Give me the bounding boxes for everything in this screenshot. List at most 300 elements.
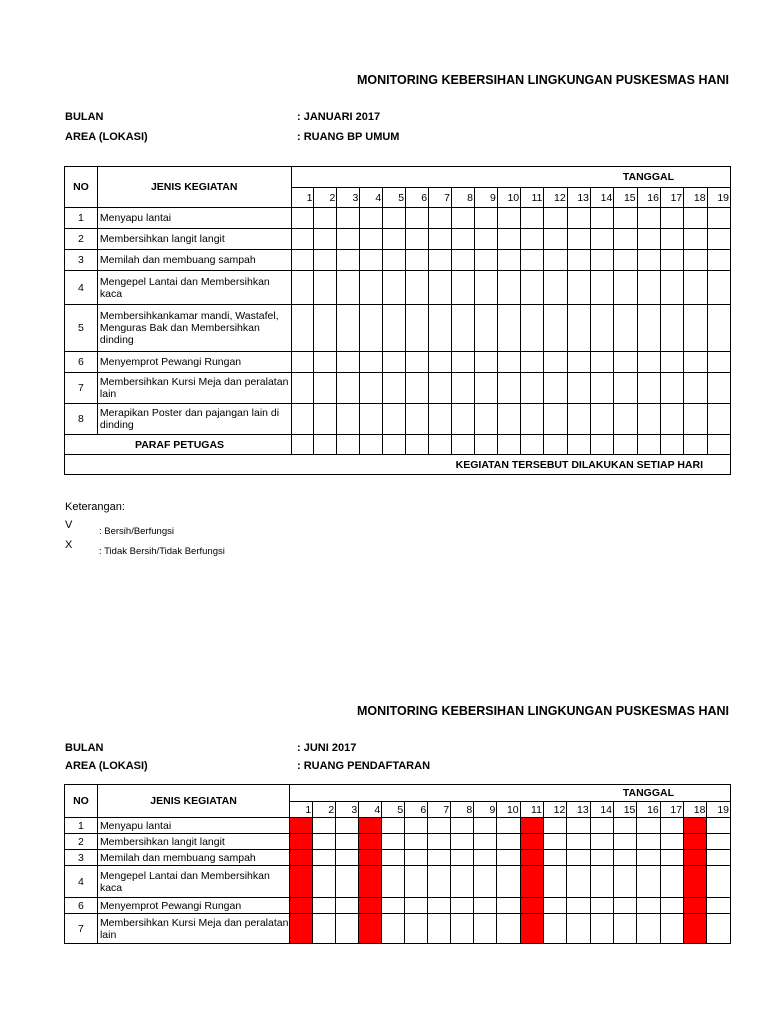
day-cell-12[interactable] xyxy=(543,898,566,914)
form-1-area-label: AREA (LOKASI) xyxy=(65,131,148,143)
day-cell-1[interactable] xyxy=(290,898,313,914)
day-cell-9[interactable] xyxy=(474,404,497,435)
day-cell-17[interactable] xyxy=(660,914,683,944)
day-cell-17[interactable] xyxy=(660,850,683,866)
day-cell-9[interactable] xyxy=(474,352,497,373)
day-cell-6[interactable] xyxy=(405,898,428,914)
day-cell-19[interactable] xyxy=(707,818,731,834)
day-cell-3[interactable] xyxy=(336,914,359,944)
day-cell-19[interactable] xyxy=(707,305,730,352)
day-cell-11[interactable] xyxy=(521,208,544,229)
day-cell-8[interactable] xyxy=(451,250,474,271)
day-cell-18[interactable] xyxy=(684,866,707,898)
day-cell-13[interactable] xyxy=(567,866,590,898)
day-cell-12[interactable] xyxy=(544,208,567,229)
day-cell-5[interactable] xyxy=(382,818,405,834)
paraf-cell-9[interactable] xyxy=(474,435,497,455)
day-cell-10[interactable] xyxy=(497,250,520,271)
day-cell-17[interactable] xyxy=(660,404,683,435)
day-cell-9[interactable] xyxy=(474,250,497,271)
day-cell-15[interactable] xyxy=(614,866,637,898)
day-cell-11[interactable] xyxy=(520,850,543,866)
day-cell-11[interactable] xyxy=(521,229,544,250)
day-cell-5[interactable] xyxy=(382,914,405,944)
day-cell-19[interactable] xyxy=(707,208,730,229)
day-cell-9[interactable] xyxy=(474,373,497,404)
day-cell-7[interactable] xyxy=(429,373,452,404)
day-cell-15[interactable] xyxy=(614,898,637,914)
day-cell-5[interactable] xyxy=(383,305,406,352)
day-cell-6[interactable] xyxy=(405,914,428,944)
day-cell-1[interactable] xyxy=(290,818,313,834)
row-number: 7 xyxy=(65,373,98,404)
day-cell-3[interactable] xyxy=(337,404,360,435)
day-cell-6[interactable] xyxy=(405,834,428,850)
day-cell-1[interactable] xyxy=(291,305,314,352)
paraf-cell-16[interactable] xyxy=(637,435,660,455)
row-number: 8 xyxy=(65,404,98,435)
day-cell-5[interactable] xyxy=(382,850,405,866)
day-cell-15[interactable] xyxy=(614,305,637,352)
day-cell-13[interactable] xyxy=(567,352,590,373)
day-cell-8[interactable] xyxy=(451,305,474,352)
day-cell-12[interactable] xyxy=(543,850,566,866)
day-cell-16[interactable] xyxy=(637,898,660,914)
day-cell-11[interactable] xyxy=(520,818,543,834)
day-cell-4[interactable] xyxy=(359,850,382,866)
day-cell-4[interactable] xyxy=(360,250,383,271)
day-cell-4[interactable] xyxy=(359,818,382,834)
day-cell-9[interactable] xyxy=(474,850,497,866)
day-cell-11[interactable] xyxy=(521,250,544,271)
day-cell-16[interactable] xyxy=(637,373,660,404)
day-cell-1[interactable] xyxy=(291,352,314,373)
row-number: 4 xyxy=(65,271,98,305)
day-cell-3[interactable] xyxy=(337,250,360,271)
day-cell-14[interactable] xyxy=(590,818,613,834)
day-cell-8[interactable] xyxy=(451,352,474,373)
form-2-bulan-label: BULAN xyxy=(65,742,104,754)
day-cell-7[interactable] xyxy=(429,229,452,250)
day-cell-9[interactable] xyxy=(474,305,497,352)
paraf-cell-2[interactable] xyxy=(314,435,337,455)
day-cell-1[interactable] xyxy=(290,850,313,866)
day-cell-12[interactable] xyxy=(544,271,567,305)
day-cell-6[interactable] xyxy=(406,250,429,271)
day-cell-5[interactable] xyxy=(382,898,405,914)
day-cell-3[interactable] xyxy=(336,898,359,914)
day-cell-4[interactable] xyxy=(359,898,382,914)
day-cell-2[interactable] xyxy=(313,834,336,850)
day-cell-17[interactable] xyxy=(660,208,683,229)
day-cell-12[interactable] xyxy=(543,914,566,944)
day-cell-17[interactable] xyxy=(660,305,683,352)
day-cell-8[interactable] xyxy=(451,373,474,404)
day-cell-14[interactable] xyxy=(590,866,613,898)
paraf-cell-8[interactable] xyxy=(451,435,474,455)
paraf-cell-19[interactable] xyxy=(707,435,730,455)
day-cell-14[interactable] xyxy=(591,352,614,373)
day-cell-18[interactable] xyxy=(684,850,707,866)
day-cell-10[interactable] xyxy=(497,271,520,305)
day-cell-3[interactable] xyxy=(336,866,359,898)
day-cell-11[interactable] xyxy=(521,352,544,373)
day-cell-1[interactable] xyxy=(290,866,313,898)
day-cell-12[interactable] xyxy=(544,250,567,271)
day-cell-9[interactable] xyxy=(474,898,497,914)
day-cell-12[interactable] xyxy=(544,373,567,404)
day-cell-19[interactable] xyxy=(707,898,731,914)
day-cell-14[interactable] xyxy=(591,229,614,250)
day-cell-7[interactable] xyxy=(428,866,451,898)
day-cell-7[interactable] xyxy=(428,914,451,944)
day-cell-14[interactable] xyxy=(591,250,614,271)
day-cell-12[interactable] xyxy=(544,229,567,250)
day-cell-18[interactable] xyxy=(684,834,707,850)
day-cell-14[interactable] xyxy=(590,834,613,850)
day-cell-6[interactable] xyxy=(405,850,428,866)
day-cell-13[interactable] xyxy=(567,834,590,850)
paraf-cell-14[interactable] xyxy=(591,435,614,455)
paraf-cell-1[interactable] xyxy=(291,435,314,455)
form-2-table xyxy=(64,784,731,944)
day-cell-1[interactable] xyxy=(290,834,313,850)
day-cell-18[interactable] xyxy=(684,208,707,229)
day-cell-6[interactable] xyxy=(406,229,429,250)
day-cell-8[interactable] xyxy=(451,229,474,250)
day-cell-17[interactable] xyxy=(660,834,683,850)
day-cell-17[interactable] xyxy=(660,229,683,250)
day-cell-18[interactable] xyxy=(684,818,707,834)
day-cell-7[interactable] xyxy=(429,352,452,373)
day-cell-8[interactable] xyxy=(451,866,474,898)
day-cell-1[interactable] xyxy=(291,250,314,271)
paraf-cell-3[interactable] xyxy=(337,435,360,455)
day-cell-3[interactable] xyxy=(337,229,360,250)
day-cell-9[interactable] xyxy=(474,208,497,229)
day-cell-16[interactable] xyxy=(637,914,660,944)
day-cell-13[interactable] xyxy=(567,305,590,352)
day-cell-13[interactable] xyxy=(567,271,590,305)
day-cell-6[interactable] xyxy=(406,373,429,404)
day-cell-19[interactable] xyxy=(707,850,731,866)
day-cell-10[interactable] xyxy=(497,208,520,229)
paraf-cell-10[interactable] xyxy=(497,435,520,455)
day-cell-2[interactable] xyxy=(314,305,337,352)
day-cell-17[interactable] xyxy=(660,866,683,898)
day-cell-3[interactable] xyxy=(337,305,360,352)
day-cell-13[interactable] xyxy=(567,208,590,229)
paraf-cell-18[interactable] xyxy=(684,435,707,455)
day-cell-16[interactable] xyxy=(637,866,660,898)
day-cell-8[interactable] xyxy=(451,271,474,305)
day-cell-5[interactable] xyxy=(383,250,406,271)
day-cell-7[interactable] xyxy=(429,305,452,352)
day-cell-16[interactable] xyxy=(637,250,660,271)
day-cell-18[interactable] xyxy=(684,229,707,250)
day-cell-7[interactable] xyxy=(429,250,452,271)
day-cell-6[interactable] xyxy=(405,866,428,898)
day-cell-5[interactable] xyxy=(382,866,405,898)
day-cell-3[interactable] xyxy=(337,271,360,305)
day-cell-13[interactable] xyxy=(567,404,590,435)
day-cell-13[interactable] xyxy=(567,373,590,404)
day-cell-14[interactable] xyxy=(591,208,614,229)
day-cell-3[interactable] xyxy=(337,373,360,404)
day-cell-4[interactable] xyxy=(360,404,383,435)
day-cell-14[interactable] xyxy=(591,305,614,352)
day-cell-4[interactable] xyxy=(359,866,382,898)
day-cell-2[interactable] xyxy=(313,898,336,914)
paraf-cell-17[interactable] xyxy=(660,435,683,455)
day-cell-4[interactable] xyxy=(360,229,383,250)
day-cell-17[interactable] xyxy=(660,818,683,834)
day-cell-11[interactable] xyxy=(521,305,544,352)
day-cell-14[interactable] xyxy=(590,850,613,866)
day-cell-15[interactable] xyxy=(614,850,637,866)
day-cell-18[interactable] xyxy=(684,250,707,271)
day-cell-8[interactable] xyxy=(451,850,474,866)
day-cell-10[interactable] xyxy=(497,404,520,435)
day-header-11: 11 xyxy=(521,188,544,208)
day-cell-7[interactable] xyxy=(428,818,451,834)
day-cell-19[interactable] xyxy=(707,271,730,305)
day-cell-3[interactable] xyxy=(336,818,359,834)
day-cell-18[interactable] xyxy=(684,404,707,435)
day-cell-5[interactable] xyxy=(382,834,405,850)
day-cell-5[interactable] xyxy=(383,404,406,435)
day-cell-11[interactable] xyxy=(521,404,544,435)
day-cell-9[interactable] xyxy=(474,271,497,305)
day-cell-11[interactable] xyxy=(521,271,544,305)
day-cell-10[interactable] xyxy=(497,373,520,404)
day-cell-10[interactable] xyxy=(497,834,520,850)
day-cell-9[interactable] xyxy=(474,818,497,834)
day-cell-15[interactable] xyxy=(614,914,637,944)
day-cell-18[interactable] xyxy=(684,352,707,373)
day-cell-10[interactable] xyxy=(497,229,520,250)
day-cell-16[interactable] xyxy=(637,850,660,866)
paraf-cell-12[interactable] xyxy=(544,435,567,455)
day-cell-11[interactable] xyxy=(520,834,543,850)
form-2-bulan-value: : JUNI 2017 xyxy=(297,742,357,754)
day-cell-16[interactable] xyxy=(637,352,660,373)
day-cell-10[interactable] xyxy=(497,914,520,944)
day-cell-12[interactable] xyxy=(544,404,567,435)
paraf-cell-11[interactable] xyxy=(521,435,544,455)
day-cell-9[interactable] xyxy=(474,914,497,944)
day-cell-11[interactable] xyxy=(520,866,543,898)
day-cell-8[interactable] xyxy=(451,834,474,850)
form-1-table xyxy=(64,166,731,475)
day-cell-19[interactable] xyxy=(707,404,730,435)
day-cell-2[interactable] xyxy=(313,914,336,944)
day-cell-7[interactable] xyxy=(429,271,452,305)
day-cell-2[interactable] xyxy=(314,208,337,229)
day-cell-6[interactable] xyxy=(406,305,429,352)
day-cell-2[interactable] xyxy=(313,818,336,834)
day-cell-17[interactable] xyxy=(660,898,683,914)
day-cell-19[interactable] xyxy=(707,866,731,898)
day-cell-13[interactable] xyxy=(567,250,590,271)
day-cell-7[interactable] xyxy=(428,834,451,850)
day-cell-10[interactable] xyxy=(497,850,520,866)
day-cell-1[interactable] xyxy=(291,373,314,404)
day-cell-1[interactable] xyxy=(291,229,314,250)
day-cell-16[interactable] xyxy=(637,229,660,250)
day-cell-18[interactable] xyxy=(684,898,707,914)
day-cell-4[interactable] xyxy=(360,352,383,373)
day-cell-2[interactable] xyxy=(314,352,337,373)
day-cell-11[interactable] xyxy=(521,373,544,404)
paraf-cell-7[interactable] xyxy=(429,435,452,455)
day-cell-10[interactable] xyxy=(497,352,520,373)
day-cell-14[interactable] xyxy=(591,271,614,305)
day-cell-5[interactable] xyxy=(383,352,406,373)
day-cell-2[interactable] xyxy=(314,404,337,435)
day-cell-15[interactable] xyxy=(614,404,637,435)
day-cell-17[interactable] xyxy=(660,271,683,305)
day-cell-5[interactable] xyxy=(383,373,406,404)
day-header-17: 17 xyxy=(660,188,683,208)
table-row xyxy=(65,834,731,850)
day-cell-1[interactable] xyxy=(291,404,314,435)
day-cell-3[interactable] xyxy=(337,352,360,373)
day-cell-18[interactable] xyxy=(684,271,707,305)
day-cell-13[interactable] xyxy=(567,898,590,914)
day-cell-13[interactable] xyxy=(567,818,590,834)
day-cell-16[interactable] xyxy=(637,305,660,352)
day-cell-12[interactable] xyxy=(544,305,567,352)
day-cell-19[interactable] xyxy=(707,229,730,250)
day-cell-8[interactable] xyxy=(451,818,474,834)
day-cell-5[interactable] xyxy=(383,271,406,305)
day-cell-4[interactable] xyxy=(360,373,383,404)
day-cell-7[interactable] xyxy=(429,404,452,435)
day-cell-4[interactable] xyxy=(360,208,383,229)
day-cell-3[interactable] xyxy=(336,834,359,850)
day-cell-9[interactable] xyxy=(474,866,497,898)
day-cell-6[interactable] xyxy=(406,352,429,373)
day-cell-10[interactable] xyxy=(497,898,520,914)
day-cell-14[interactable] xyxy=(591,373,614,404)
day-cell-2[interactable] xyxy=(314,250,337,271)
paraf-cell-6[interactable] xyxy=(406,435,429,455)
day-cell-7[interactable] xyxy=(428,898,451,914)
day-cell-14[interactable] xyxy=(590,898,613,914)
day-cell-17[interactable] xyxy=(660,352,683,373)
day-cell-2[interactable] xyxy=(314,229,337,250)
day-cell-10[interactable] xyxy=(497,866,520,898)
day-cell-15[interactable] xyxy=(614,271,637,305)
day-cell-11[interactable] xyxy=(520,898,543,914)
day-cell-14[interactable] xyxy=(591,404,614,435)
day-cell-11[interactable] xyxy=(520,914,543,944)
day-cell-2[interactable] xyxy=(314,373,337,404)
day-cell-16[interactable] xyxy=(637,834,660,850)
day-cell-4[interactable] xyxy=(360,271,383,305)
day-cell-19[interactable] xyxy=(707,250,730,271)
day-cell-16[interactable] xyxy=(637,404,660,435)
day-cell-4[interactable] xyxy=(359,834,382,850)
day-cell-13[interactable] xyxy=(567,914,590,944)
day-cell-12[interactable] xyxy=(543,834,566,850)
day-cell-2[interactable] xyxy=(313,850,336,866)
day-cell-2[interactable] xyxy=(314,271,337,305)
day-cell-5[interactable] xyxy=(383,229,406,250)
day-cell-15[interactable] xyxy=(614,229,637,250)
day-cell-12[interactable] xyxy=(543,866,566,898)
day-cell-16[interactable] xyxy=(637,271,660,305)
day-cell-18[interactable] xyxy=(684,373,707,404)
day-cell-16[interactable] xyxy=(637,818,660,834)
paraf-cell-4[interactable] xyxy=(360,435,383,455)
day-cell-1[interactable] xyxy=(290,914,313,944)
day-cell-1[interactable] xyxy=(291,208,314,229)
day-cell-15[interactable] xyxy=(614,834,637,850)
day-cell-9[interactable] xyxy=(474,229,497,250)
day-cell-12[interactable] xyxy=(544,352,567,373)
day-cell-16[interactable] xyxy=(637,208,660,229)
day-cell-19[interactable] xyxy=(707,373,730,404)
day-cell-19[interactable] xyxy=(707,914,731,944)
day-cell-2[interactable] xyxy=(313,866,336,898)
day-cell-6[interactable] xyxy=(405,818,428,834)
day-cell-3[interactable] xyxy=(337,208,360,229)
day-cell-15[interactable] xyxy=(614,250,637,271)
day-cell-7[interactable] xyxy=(429,208,452,229)
day-cell-19[interactable] xyxy=(707,352,730,373)
day-cell-15[interactable] xyxy=(614,208,637,229)
paraf-cell-5[interactable] xyxy=(383,435,406,455)
day-cell-6[interactable] xyxy=(406,271,429,305)
day-cell-15[interactable] xyxy=(614,818,637,834)
day-cell-17[interactable] xyxy=(660,250,683,271)
day-cell-8[interactable] xyxy=(451,404,474,435)
day-cell-18[interactable] xyxy=(684,914,707,944)
day-cell-9[interactable] xyxy=(474,834,497,850)
row-number: 2 xyxy=(65,229,98,250)
day-cell-6[interactable] xyxy=(406,208,429,229)
day-cell-14[interactable] xyxy=(590,914,613,944)
day-cell-19[interactable] xyxy=(707,834,731,850)
day-cell-12[interactable] xyxy=(543,818,566,834)
day-cell-5[interactable] xyxy=(383,208,406,229)
day-cell-13[interactable] xyxy=(567,850,590,866)
day-cell-10[interactable] xyxy=(497,818,520,834)
day-cell-15[interactable] xyxy=(614,373,637,404)
day-cell-8[interactable] xyxy=(451,914,474,944)
day-cell-3[interactable] xyxy=(336,850,359,866)
form-1-area-value: : RUANG BP UMUM xyxy=(297,131,400,143)
table-row xyxy=(65,818,731,834)
day-cell-18[interactable] xyxy=(684,305,707,352)
row-number: 3 xyxy=(65,850,98,866)
paraf-cell-13[interactable] xyxy=(567,435,590,455)
day-cell-13[interactable] xyxy=(567,229,590,250)
day-cell-10[interactable] xyxy=(497,305,520,352)
day-cell-6[interactable] xyxy=(406,404,429,435)
day-cell-7[interactable] xyxy=(428,850,451,866)
day-cell-17[interactable] xyxy=(660,373,683,404)
paraf-cell-15[interactable] xyxy=(614,435,637,455)
day-cell-8[interactable] xyxy=(451,898,474,914)
day-cell-4[interactable] xyxy=(360,305,383,352)
day-cell-1[interactable] xyxy=(291,271,314,305)
day-cell-15[interactable] xyxy=(614,352,637,373)
day-cell-8[interactable] xyxy=(451,208,474,229)
day-cell-4[interactable] xyxy=(359,914,382,944)
